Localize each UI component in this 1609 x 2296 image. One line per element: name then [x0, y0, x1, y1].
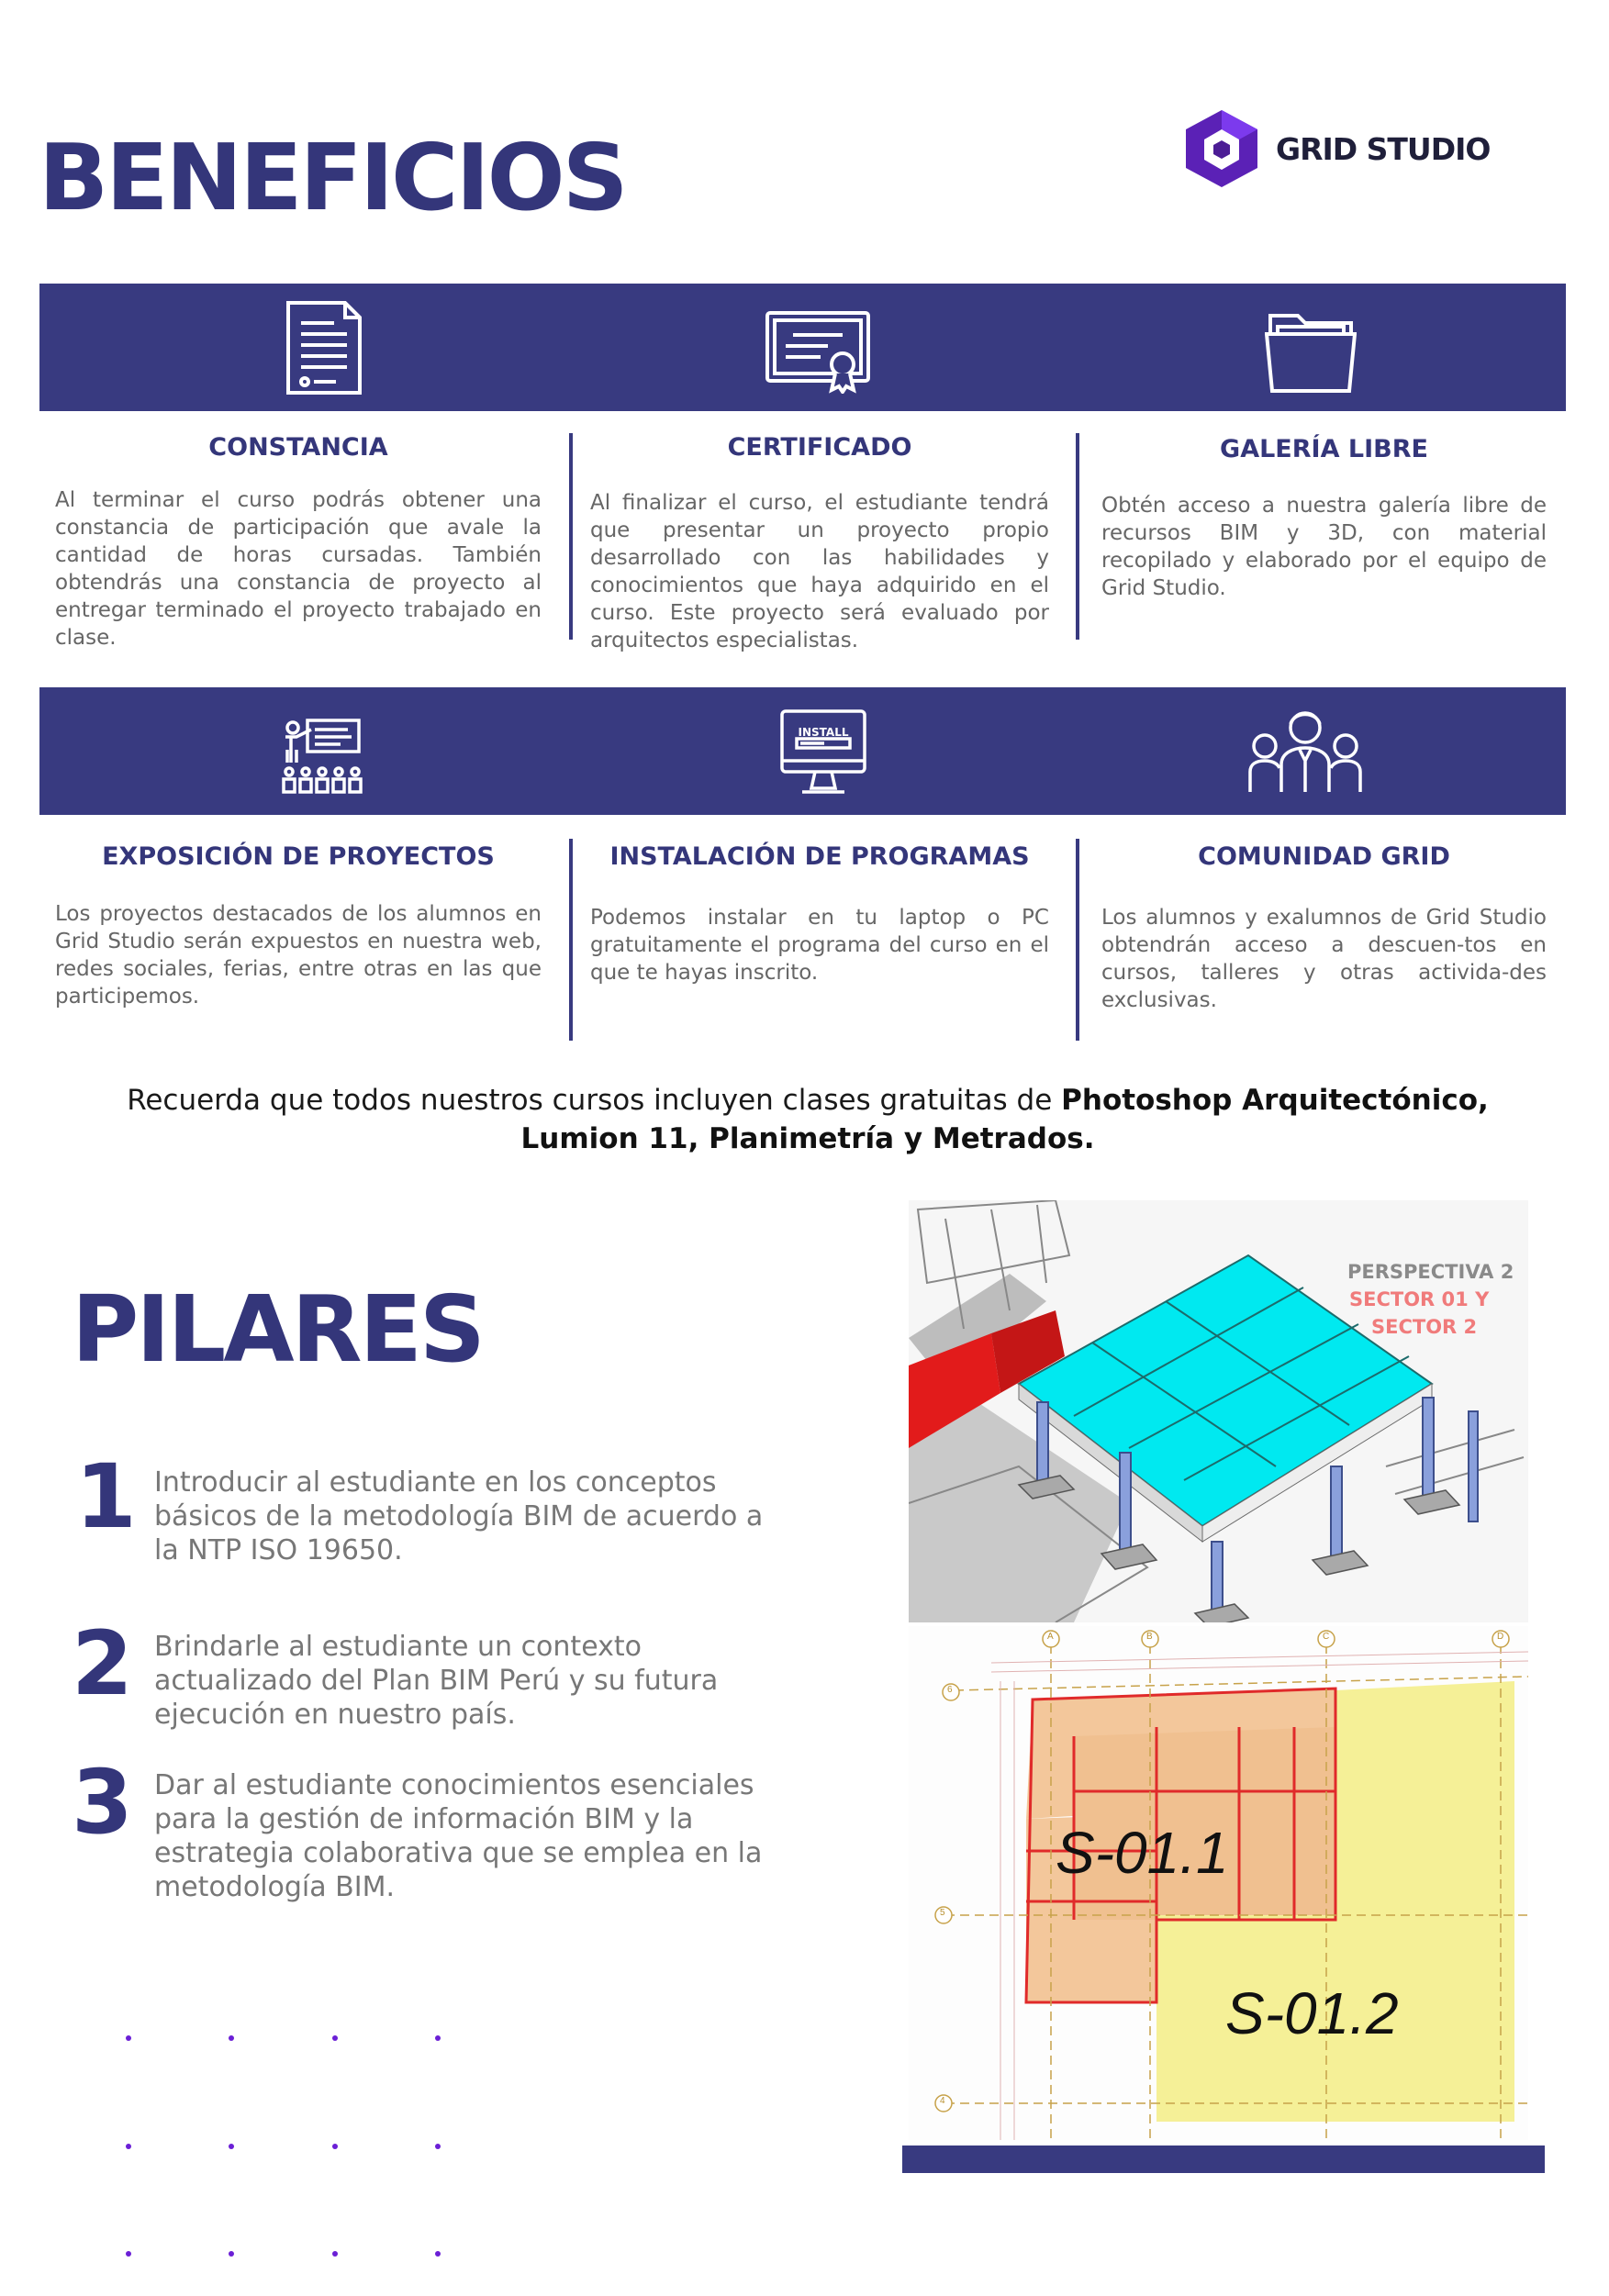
image-footer-bar — [902, 2146, 1545, 2173]
dot — [229, 2144, 234, 2149]
grid-label: 4 — [940, 2096, 945, 2106]
divider — [569, 839, 573, 1041]
grid-label: C — [1323, 1632, 1330, 1642]
grid-label: 5 — [940, 1908, 945, 1918]
bim-3d-perspective-image — [909, 1200, 1528, 1622]
brand-name: GRID STUDIO — [1276, 131, 1491, 167]
grid-label: 6 — [947, 1685, 953, 1695]
pilares-title: PILARES — [72, 1276, 483, 1383]
courses-note: Recuerda que todos nuestros cursos incluyen clases gratuitas de Photoshop Arquitectónico, Lumion 11, Planimetría y Metrados. — [127, 1084, 1489, 1155]
dot — [332, 2144, 338, 2149]
certificate-icon — [764, 309, 872, 394]
card-text-exposicion: Los proyectos destacados de los alumnos en Grid Studio serán expuestos en nuestra web, redes sociales, ferias, entre otras en las que participemos. — [55, 902, 542, 1009]
page-title: BENEFICIOS — [39, 124, 626, 231]
dot — [435, 2251, 441, 2257]
pilar-number: 2 — [72, 1612, 133, 1715]
dot — [435, 2035, 441, 2041]
divider — [1076, 433, 1079, 640]
dot — [229, 2251, 234, 2257]
pilar-text: Dar al estudiante conocimientos esenciales para la gestión de información BIM y la estrategia colaborativa que se emplea en la metodología BIM. — [154, 1769, 763, 1903]
dot — [126, 2251, 131, 2257]
card-title-galeria: GALERÍA LIBRE — [1220, 435, 1428, 463]
sector-label-s011: S-01.1 — [1056, 1820, 1229, 1886]
card-title-instalacion: INSTALACIÓN DE PROGRAMAS — [609, 842, 1030, 871]
brand-logo — [1186, 110, 1268, 193]
card-title-constancia: CONSTANCIA — [208, 433, 388, 462]
card-text-galeria: Obtén acceso a nuestra galería libre de recursos BIM y 3D, con material recopilado y elaborado por el equipo de Grid Studio. — [1101, 494, 1547, 600]
pilar-text: Brindarle al estudiante un contexto actualizado del Plan BIM Perú y su futura ejecución en nuestro país. — [154, 1631, 719, 1731]
dot — [229, 2035, 234, 2041]
monitor-install-icon — [778, 708, 868, 799]
dot — [126, 2035, 131, 2041]
grid-label: A — [1047, 1632, 1054, 1642]
sector-label: SECTOR 01 Y — [1349, 1288, 1490, 1310]
dot — [332, 2251, 338, 2257]
sector-label-s012: S-01.2 — [1225, 1980, 1399, 2046]
grid-label: D — [1497, 1632, 1504, 1642]
bim-floor-plan-image — [909, 1626, 1528, 2140]
card-text-constancia: Al terminar el curso podrás obtener una constancia de participación que avale la cantidad de horas cursadas. También obtendrás una constancia de proyecto al entregar terminado el proyecto trabajado en clase. — [55, 488, 542, 650]
card-text-comunidad: Los alumnos y exalumnos de Grid Studio obtendrán acceso a descuen-tos en cursos, talleres y otras activida-des exclusivas. — [1101, 906, 1547, 1012]
card-title-exposicion: EXPOSICIÓN DE PROYECTOS — [102, 842, 495, 871]
card-title-comunidad: COMUNIDAD GRID — [1198, 842, 1450, 871]
divider — [569, 433, 573, 640]
grid-label: B — [1146, 1632, 1153, 1642]
pilar-number: 1 — [75, 1445, 137, 1548]
pilar-number: 3 — [72, 1751, 133, 1854]
grid-studio-logo-icon — [1186, 110, 1257, 187]
sector-label: SECTOR 2 — [1371, 1316, 1478, 1338]
card-text-certificado: Al finalizar el curso, el estudiante tendrá que presentar un proyecto propio desarrollado con las habilidades y conocimientos que haya adquirido en el curso. Este proyecto será evaluado por arquitectos especialistas. — [590, 491, 1049, 652]
document-icon — [285, 299, 363, 396]
pilar-text: Introducir al estudiante en los conceptos básicos de la metodología BIM de acuerdo a la NTP ISO 19650. — [154, 1466, 764, 1566]
card-text-instalacion: Podemos instalar en tu laptop o PC gratuitamente el programa del curso en el que te hayas inscrito. — [590, 906, 1049, 985]
dot — [332, 2035, 338, 2041]
presentation-icon — [280, 717, 363, 796]
dot — [126, 2144, 131, 2149]
folder-icon — [1265, 307, 1357, 395]
card-title-certificado: CERTIFICADO — [727, 433, 912, 462]
community-icon — [1245, 708, 1366, 796]
install-label: INSTALL — [798, 726, 849, 739]
perspective-label: PERSPECTIVA 2 — [1347, 1261, 1514, 1283]
dot — [435, 2144, 441, 2149]
divider — [1076, 839, 1079, 1041]
